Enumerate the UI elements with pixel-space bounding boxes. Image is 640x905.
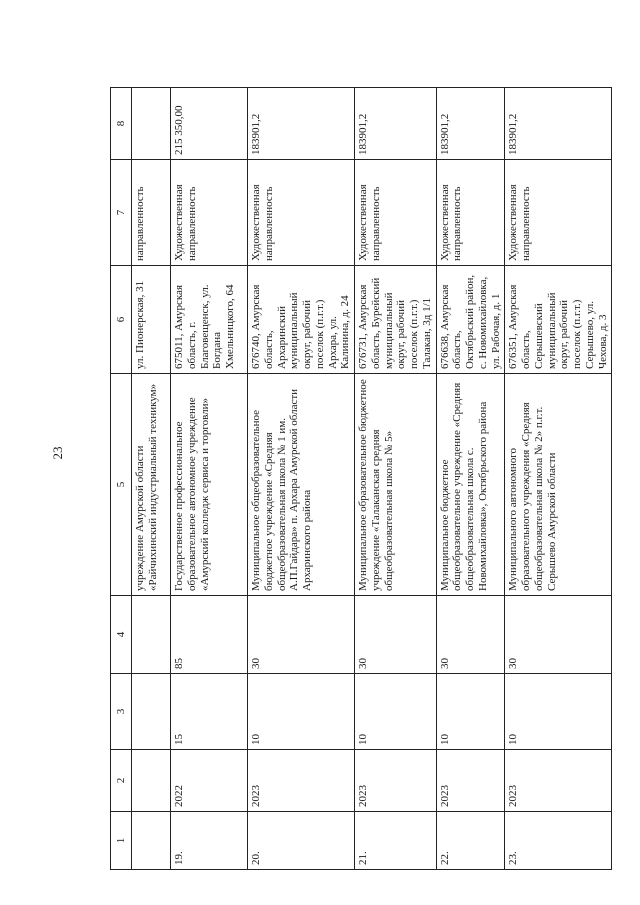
column-4-cell: 30 bbox=[355, 596, 437, 674]
year-cell: 2022 bbox=[171, 750, 248, 812]
column-header: 7 bbox=[111, 160, 132, 266]
column-3-cell: 10 bbox=[248, 674, 355, 750]
table-header-row bbox=[111, 88, 132, 870]
direction-cell: Художественная направленность bbox=[171, 160, 248, 266]
table-row bbox=[171, 88, 248, 870]
table-row bbox=[248, 88, 355, 870]
column-header: 2 bbox=[111, 750, 132, 812]
year-cell: 2023 bbox=[355, 750, 437, 812]
row-number-cell bbox=[132, 812, 171, 870]
table-row bbox=[436, 88, 505, 870]
column-header: 8 bbox=[111, 88, 132, 160]
row-number-cell: 22. bbox=[436, 812, 505, 870]
amount-cell: 183901,2 bbox=[355, 88, 437, 160]
column-3-cell: 10 bbox=[505, 674, 612, 750]
column-3-cell: 15 bbox=[171, 674, 248, 750]
table-row bbox=[355, 88, 437, 870]
address-cell: 676638, Амурская область, Октябрьский район, с. Новомихайловка, ул. Рабочая, д. 1 bbox=[436, 266, 505, 374]
row-number-cell: 21. bbox=[355, 812, 437, 870]
amount-cell bbox=[132, 88, 171, 160]
row-number-cell: 20. bbox=[248, 812, 355, 870]
table-container bbox=[110, 88, 609, 870]
organization-cell: Муниципальное бюджетное общеобразовательное учреждение «Средняя общеобразовательная школа с. Новомихайловка», Октябрьского района bbox=[436, 374, 505, 596]
address-cell: ул. Пионерская, 31 bbox=[132, 266, 171, 374]
year-cell: 2023 bbox=[505, 750, 612, 812]
direction-cell: направленность bbox=[132, 160, 171, 266]
column-header: 3 bbox=[111, 674, 132, 750]
amount-cell: 183901,2 bbox=[505, 88, 612, 160]
row-number-cell: 23. bbox=[505, 812, 612, 870]
column-4-cell: 30 bbox=[436, 596, 505, 674]
row-number-cell: 19. bbox=[171, 812, 248, 870]
table-row bbox=[505, 88, 612, 870]
direction-cell: Художественная направленность bbox=[355, 160, 437, 266]
address-cell: 676351, Амурская область, Серышевский муниципальный округ, рабочий поселок (п.г.т.) Серышево, ул. Чехова, д. 3 bbox=[505, 266, 612, 374]
amount-cell: 183901,2 bbox=[248, 88, 355, 160]
column-3-cell: 10 bbox=[355, 674, 437, 750]
year-cell: 2023 bbox=[436, 750, 505, 812]
direction-cell: Художественная направленность bbox=[505, 160, 612, 266]
organization-cell: Муниципальное общеобразовательное бюджетное учреждение «Средняя общеобразовательная школа № 1 им. А.П.Гайдара» п. Архара Амурской области Архаринского района bbox=[248, 374, 355, 596]
amount-cell: 183901,2 bbox=[436, 88, 505, 160]
column-3-cell bbox=[132, 674, 171, 750]
amount-cell: 215 350,00 bbox=[171, 88, 248, 160]
organization-cell: Государственное профессиональное образовательное автономное учреждение «Амурский колледж сервиса и торговли» bbox=[171, 374, 248, 596]
column-3-cell: 10 bbox=[436, 674, 505, 750]
organization-cell: Муниципальное образовательное бюджетное учреждение «Талаканская средняя общеобразовательная школа № 5» bbox=[355, 374, 437, 596]
address-cell: 676740, Амурская область, Архаринский муниципальный округ, рабочий поселок (п.г.т.) Архара, ул. Калинина, д. 24 bbox=[248, 266, 355, 374]
column-header: 5 bbox=[111, 374, 132, 596]
address-cell: 676731, Амурская область, Бурейский муниципальный округ, рабочий поселок (п.г.т.) Талакан, 3д 1/1 bbox=[355, 266, 437, 374]
year-cell: 2023 bbox=[248, 750, 355, 812]
column-4-cell: 30 bbox=[505, 596, 612, 674]
address-cell: 675011, Амурская область, г. Благовещенск, ул. Богдана Хмельницкого, 64 bbox=[171, 266, 248, 374]
page-number: 23 bbox=[50, 446, 65, 460]
direction-cell: Художественная направленность bbox=[248, 160, 355, 266]
column-header: 4 bbox=[111, 596, 132, 674]
column-header: 6 bbox=[111, 266, 132, 374]
column-4-cell: 85 bbox=[171, 596, 248, 674]
table-row bbox=[132, 88, 171, 870]
organization-cell: учреждение Амурской области «Райчихинский индустриальный техникум» bbox=[132, 374, 171, 596]
column-4-cell: 30 bbox=[248, 596, 355, 674]
column-header: 1 bbox=[111, 812, 132, 870]
organization-cell: Муниципального автономного образовательного учреждения «Средняя общеобразовательная школа № 2» п.г.т. Серышево Амурской области bbox=[505, 374, 612, 596]
year-cell bbox=[132, 750, 171, 812]
column-4-cell bbox=[132, 596, 171, 674]
direction-cell: Художественная направленность bbox=[436, 160, 505, 266]
data-table bbox=[110, 87, 612, 870]
